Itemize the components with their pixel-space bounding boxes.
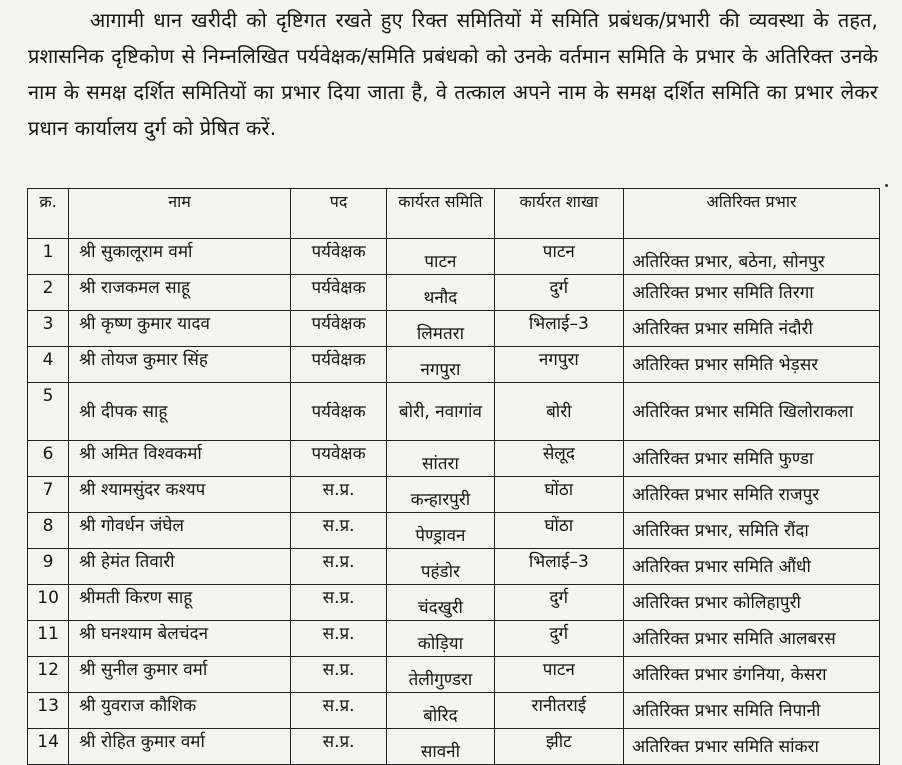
cell-name: श्री घनश्याम बेलचंदन [69,621,291,657]
cell-shakha: रानीतराई [494,693,623,729]
cell-sn: 9 [28,549,69,585]
cell-extra: अतिरिक्त प्रभार समिति राजपुर [624,477,880,513]
cell-samiti: सावनी [387,729,494,765]
cell-extra: अतिरिक्त प्रभार समिति फुण्डा [624,441,880,477]
charge-table [27,188,880,765]
cell-pad: स.प्र. [290,513,386,549]
cell-pad: स.प्र. [290,621,386,657]
cell-pad: पयवेक्षक [290,441,386,477]
table-row [28,441,880,477]
table-row [28,311,880,347]
cell-extra: अतिरिक्त प्रभार समिति निपानी [624,693,880,729]
header-name: नाम [69,189,291,239]
table-row [28,383,880,441]
table-row [28,693,880,729]
cell-extra: अतिरिक्त प्रभार समिति भेड़सर [624,347,880,383]
cell-shakha: पाटन [494,239,623,275]
cell-shakha: दुर्ग [494,275,623,311]
cell-sn: 10 [28,585,69,621]
cell-samiti: पाटन [387,239,494,275]
cell-pad: स.प्र. [290,549,386,585]
cell-extra: अतिरिक्त प्रभार समिति सांकरा [624,729,880,765]
cell-samiti: बोरी, नवागांव [387,383,494,441]
table-row [28,549,880,585]
cell-name: श्री श्यामसुंदर कश्यप [69,477,291,513]
cell-sn: 3 [28,311,69,347]
cell-sn: 12 [28,657,69,693]
cell-name: श्री हेमंत तिवारी [69,549,291,585]
table-header-row [28,189,880,239]
table-row [28,239,880,275]
cell-name: श्री रोहित कुमार वर्मा [69,729,291,765]
order-paragraph: आगामी धान खरीदी को दृष्टिगत रखते हुए रिक्त समितियों में समिति प्रबंधक/प्रभारी की व्यवस्था के तहत, प्रशासनिक दृष्टिकोण से निम्नलिखित पर्यवेक्षक/समिति प्रबंधको को उनके वर्तमान समिति के प्रभार के अतिरिक्त उनके नाम के समक्ष दर्शित समितियों का प्रभार दिया जाता है, वे तत्काल अपने नाम के समक्ष दर्शित समिति का प्रभार लेकर प्रधान कार्यालय दुर्ग को प्रेषित करें. [28,8,878,140]
table-row [28,477,880,513]
cell-sn: 14 [28,729,69,765]
cell-samiti: पहंडोर [387,549,494,585]
table-row [28,585,880,621]
table-row [28,347,880,383]
cell-shakha: घोंठा [494,477,623,513]
table-row [28,729,880,765]
cell-samiti: नगपुरा [387,347,494,383]
cell-shakha: घोंठा [494,513,623,549]
cell-sn: 6 [28,441,69,477]
cell-pad: पर्यवेक्षक [290,239,386,275]
cell-name: श्री तोयज कुमार सिंह [69,347,291,383]
cell-name: श्री गोवर्धन जंघेल [69,513,291,549]
cell-sn: 2 [28,275,69,311]
cell-sn: 13 [28,693,69,729]
cell-pad: स.प्र. [290,693,386,729]
cell-extra: अतिरिक्त प्रभार कोलिहापुरी [624,585,880,621]
cell-samiti: तेलीगुण्डरा [387,657,494,693]
cell-sn: 11 [28,621,69,657]
cell-pad: स.प्र. [290,585,386,621]
cell-shakha: दुर्ग [494,585,623,621]
header-extra: अतिरिक्त प्रभार [624,189,880,239]
cell-extra: अतिरिक्त प्रभार समिति तिरगा [624,275,880,311]
cell-extra: अतिरिक्त प्रभार समिति नंदौरी [624,311,880,347]
charge-table-container [27,188,880,762]
cell-name: श्री अमित विश्वकर्मा [69,441,291,477]
header-shakha: कार्यरत शाखा [494,189,623,239]
cell-extra: अतिरिक्त प्रभार डंगनिया, केसरा [624,657,880,693]
cell-pad: स.प्र. [290,657,386,693]
cell-name: श्री युवराज कौशिक [69,693,291,729]
cell-shakha: पाटन [494,657,623,693]
table-row [28,275,880,311]
cell-sn: 4 [28,347,69,383]
cell-shakha: सेलूद [494,441,623,477]
cell-extra: अतिरिक्त प्रभार समिति आलबरस [624,621,880,657]
cell-shakha: झीट [494,729,623,765]
cell-pad: स.प्र. [290,729,386,765]
header-samiti: कार्यरत समिति [387,189,494,239]
table-row [28,657,880,693]
header-pad: पद [290,189,386,239]
cell-samiti: थनौद [387,275,494,311]
cell-extra: अतिरिक्त प्रभार, बठेना, सोनपुर [624,239,880,275]
table-row [28,621,880,657]
cell-name: श्री राजकमल साहू [69,275,291,311]
cell-samiti: बोरिद [387,693,494,729]
cell-pad: स.प्र. [290,477,386,513]
cell-samiti: लिमतरा [387,311,494,347]
cell-name: श्रीमती किरण साहू [69,585,291,621]
cell-sn: 8 [28,513,69,549]
cell-samiti: सांतरा [387,441,494,477]
cell-name: श्री सुनील कुमार वर्मा [69,657,291,693]
cell-pad: पर्यवेक्षक [290,347,386,383]
cell-shakha: भिलाई–3 [494,311,623,347]
cell-sn: 1 [28,239,69,275]
cell-samiti: कन्हारपुरी [387,477,494,513]
cell-samiti: कोड़िया [387,621,494,657]
cell-sn: 5 [28,383,69,441]
cell-shakha: दुर्ग [494,621,623,657]
cell-pad: पर्यवेक्षक [290,383,386,441]
cell-name: श्री दीपक साहू [69,383,291,441]
scan-speck [885,184,888,187]
cell-samiti: पेण्ड्रावन [387,513,494,549]
cell-extra: अतिरिक्त प्रभार समिति खिलोराकला [624,383,880,441]
cell-extra: अतिरिक्त प्रभार, समिति रौंदा [624,513,880,549]
cell-shakha: बोरी [494,383,623,441]
cell-pad: पर्यवेक्षक [290,275,386,311]
cell-shakha: भिलाई–3 [494,549,623,585]
cell-pad: पर्यवेक्षक [290,311,386,347]
cell-name: श्री कृष्ण कुमार यादव [69,311,291,347]
cell-extra: अतिरिक्त प्रभार समिति औंधी [624,549,880,585]
cell-sn: 7 [28,477,69,513]
cell-shakha: नगपुरा [494,347,623,383]
table-row [28,513,880,549]
cell-name: श्री सुकालूराम वर्मा [69,239,291,275]
header-sn: क्र. [28,189,69,239]
cell-samiti: चंदखुरी [387,585,494,621]
